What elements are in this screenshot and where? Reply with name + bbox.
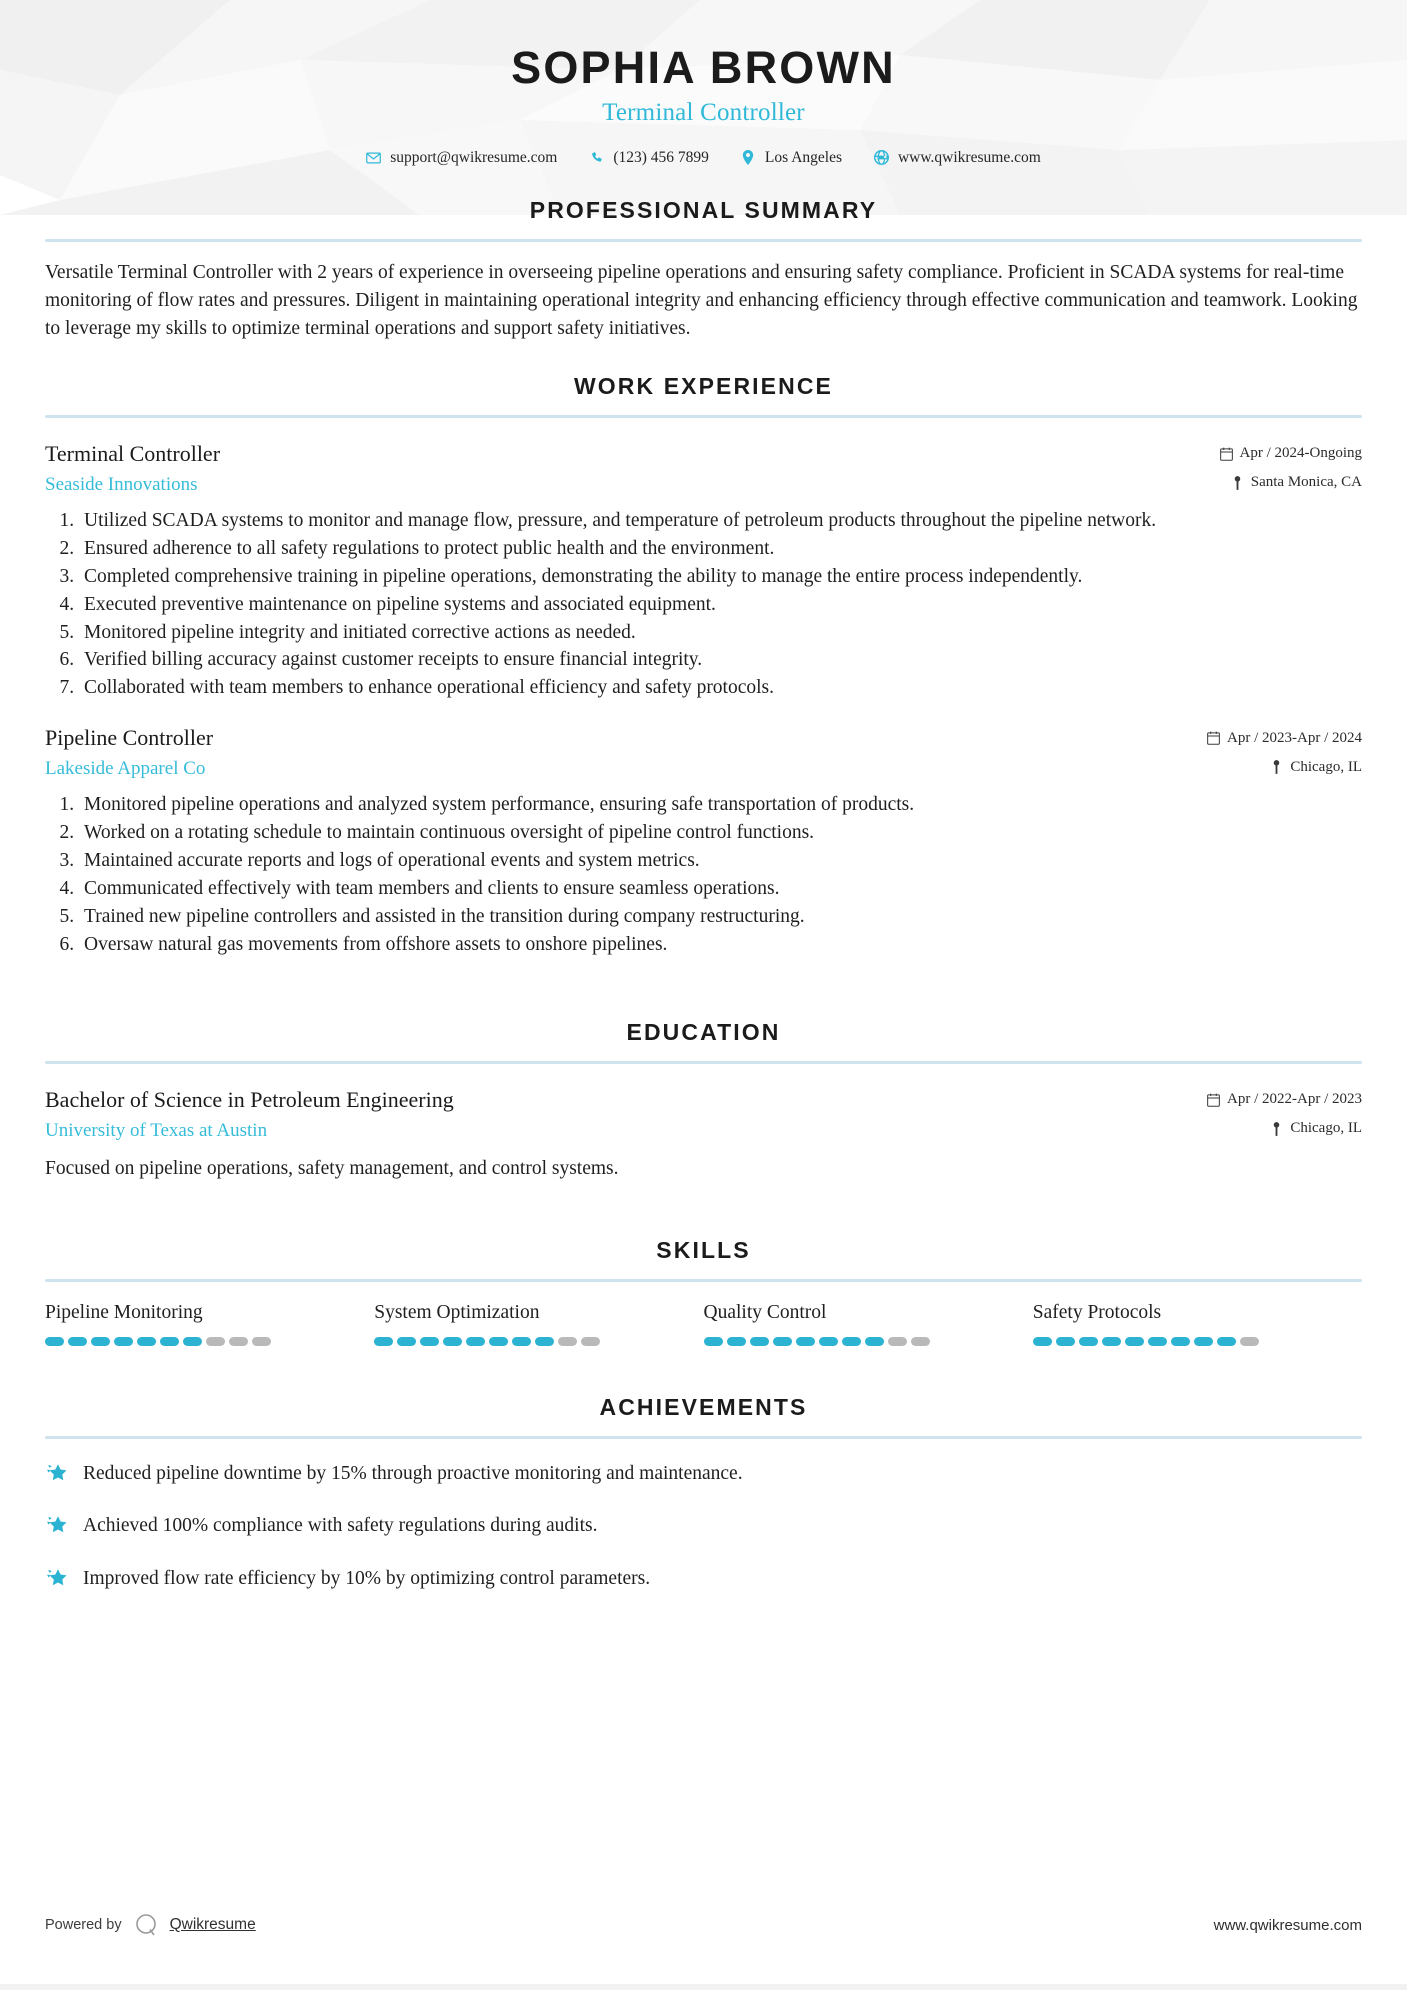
section-divider bbox=[45, 1279, 1362, 1282]
education-school: University of Texas at Austin bbox=[45, 1119, 268, 1141]
skill-segment-filled bbox=[704, 1337, 723, 1346]
calendar-icon bbox=[1220, 447, 1233, 461]
experience-location-text: Chicago, IL bbox=[1290, 758, 1362, 775]
contact-email[interactable] bbox=[350, 149, 573, 167]
experience-entry bbox=[45, 724, 1362, 958]
skills-grid bbox=[45, 1302, 1362, 1346]
footer-url[interactable]: www.qwikresume.com bbox=[1213, 1916, 1362, 1934]
list-item bbox=[45, 1566, 1362, 1592]
education-dates bbox=[1207, 1087, 1362, 1108]
skill-segment-filled bbox=[1056, 1337, 1075, 1346]
education-entry bbox=[45, 1086, 1362, 1182]
summary-text: Versatile Terminal Controller with 2 years of experience in overseeing pipeline operations and ensuring safety compliance. Proficient in SCADA systems for real-time monitoring of flow rates and pressures. Diligent in maintaining operational integrity and enhancing efficiency through effective communication and teamwork. Looking to leverage my skills to optimize terminal operations and support safety initiatives. bbox=[45, 261, 1358, 339]
skill-segment-filled bbox=[1102, 1337, 1121, 1346]
contact-phone[interactable] bbox=[573, 149, 725, 167]
list-item: 5. Trained new pipeline controllers and assisted in the transition during company restructuring. bbox=[79, 904, 1362, 931]
skill-label: System Optimization bbox=[374, 1302, 540, 1323]
skill-segment-filled bbox=[443, 1337, 462, 1346]
achievement-text: Reduced pipeline downtime by 15% through proactive monitoring and maintenance. bbox=[83, 1463, 743, 1484]
section-skills bbox=[45, 1237, 1362, 1346]
skill-segment-filled bbox=[1217, 1337, 1236, 1346]
education-entry-header bbox=[45, 1086, 1362, 1114]
resume-content bbox=[0, 197, 1407, 1592]
skill-segment-filled bbox=[727, 1337, 746, 1346]
star-icon bbox=[45, 1514, 67, 1536]
skill-segment-filled bbox=[397, 1337, 416, 1346]
contact-location bbox=[725, 149, 858, 167]
section-divider bbox=[45, 1436, 1362, 1439]
experience-entry-header bbox=[45, 724, 1362, 752]
skill-segment-empty bbox=[558, 1337, 577, 1346]
section-divider bbox=[45, 415, 1362, 418]
experience-bullet-list bbox=[45, 792, 1362, 958]
skill-segment-filled bbox=[1125, 1337, 1144, 1346]
skill-segment-filled bbox=[45, 1337, 64, 1346]
education-description: Focused on pipeline operations, safety management, and control systems. bbox=[45, 1157, 619, 1179]
skill-segment-filled bbox=[750, 1337, 769, 1346]
section-title-achievements: ACHIEVEMENTS bbox=[599, 1394, 808, 1420]
list-item: 6. Oversaw natural gas movements from offshore assets to onshore pipelines. bbox=[79, 932, 1362, 959]
calendar-icon bbox=[1207, 1093, 1220, 1107]
skill-rating-bar bbox=[45, 1337, 346, 1346]
section-title-education: EDUCATION bbox=[626, 1018, 781, 1045]
list-item: 1. Utilized SCADA systems to monitor and manage flow, pressure, and temperature of petroleum products throughout the pipeline network. bbox=[79, 508, 1362, 535]
contact-website-text: www.qwikresume.com bbox=[897, 148, 1041, 166]
section-title-summary: PROFESSIONAL SUMMARY bbox=[529, 196, 878, 223]
skill-segment-empty bbox=[229, 1337, 248, 1346]
experience-company: Lakeside Apparel Co bbox=[45, 758, 206, 780]
section-work-experience bbox=[45, 373, 1362, 959]
experience-entry-header bbox=[45, 440, 1362, 468]
skill-segment-filled bbox=[1148, 1337, 1167, 1346]
education-entry-subheader bbox=[45, 1116, 1362, 1142]
list-item: 5. Monitored pipeline integrity and initiated corrective actions as needed. bbox=[79, 620, 1362, 647]
experience-location-text: Santa Monica, CA bbox=[1250, 474, 1362, 491]
phone-icon bbox=[589, 150, 604, 165]
list-item: 7. Collaborated with team members to enhance operational efficiency and safety protocols. bbox=[79, 675, 1362, 702]
experience-dates bbox=[1220, 441, 1363, 462]
calendar-icon bbox=[1207, 731, 1220, 745]
skill-rating-bar bbox=[374, 1337, 675, 1346]
skill-rating-bar bbox=[704, 1337, 1005, 1346]
skill-segment-filled bbox=[114, 1337, 133, 1346]
list-item: 6. Verified billing accuracy against customer receipts to ensure financial integrity. bbox=[79, 647, 1362, 674]
page-title: SOPHIA BROWN bbox=[511, 42, 896, 93]
list-item: 2. Ensured adherence to all safety regulations to protect public health and the environment. bbox=[79, 536, 1362, 563]
skill-label: Safety Protocols bbox=[1032, 1302, 1162, 1323]
skill-segment-empty bbox=[252, 1337, 271, 1346]
skill-segment-filled bbox=[183, 1337, 202, 1346]
list-item: 3. Maintained accurate reports and logs of operational events and system metrics. bbox=[79, 848, 1362, 875]
skill-label: Quality Control bbox=[703, 1302, 827, 1323]
section-divider bbox=[45, 239, 1362, 242]
contact-location-text: Los Angeles bbox=[764, 148, 842, 166]
skill-segment-filled bbox=[160, 1337, 179, 1346]
section-title-experience: WORK EXPERIENCE bbox=[574, 372, 833, 399]
experience-role: Pipeline Controller bbox=[45, 725, 214, 751]
contact-row bbox=[0, 149, 1407, 167]
experience-entry-subheader bbox=[45, 755, 1362, 781]
list-item: 1. Monitored pipeline operations and analyzed system performance, ensuring safe transportation of products. bbox=[79, 792, 1362, 819]
skill-segment-filled bbox=[842, 1337, 861, 1346]
experience-entry bbox=[45, 440, 1362, 702]
contact-website[interactable] bbox=[858, 149, 1057, 167]
skill-segment-empty bbox=[888, 1337, 907, 1346]
skill-segment-filled bbox=[535, 1337, 554, 1346]
contact-email-text: support@qwikresume.com bbox=[390, 148, 558, 166]
experience-dates-text: Apr / 2023-Apr / 2024 bbox=[1227, 729, 1362, 746]
skill-segment-filled bbox=[819, 1337, 838, 1346]
section-education bbox=[45, 1019, 1362, 1182]
footer-brand[interactable] bbox=[45, 1912, 256, 1938]
skill-segment-filled bbox=[1079, 1337, 1098, 1346]
education-dates-text: Apr / 2022-Apr / 2023 bbox=[1227, 1091, 1362, 1108]
skill-item bbox=[704, 1302, 1033, 1346]
section-achievements bbox=[45, 1394, 1362, 1592]
star-icon bbox=[45, 1567, 67, 1589]
envelope-icon bbox=[366, 150, 381, 165]
skill-segment-empty bbox=[911, 1337, 930, 1346]
location-pin-icon bbox=[741, 150, 756, 165]
map-marker-icon bbox=[1231, 476, 1244, 490]
experience-dates bbox=[1207, 726, 1362, 747]
education-location-text: Chicago, IL bbox=[1290, 1120, 1362, 1137]
list-item bbox=[45, 1513, 1362, 1539]
skill-rating-bar bbox=[1033, 1337, 1334, 1346]
contact-phone-text: (123) 456 7899 bbox=[613, 148, 709, 166]
skill-segment-filled bbox=[68, 1337, 87, 1346]
skill-segment-filled bbox=[420, 1337, 439, 1346]
skill-segment-empty bbox=[206, 1337, 225, 1346]
list-item: 3. Completed comprehensive training in pipeline operations, demonstrating the ability to manage the entire process independently. bbox=[79, 564, 1362, 591]
skill-segment-filled bbox=[512, 1337, 531, 1346]
list-item: 4. Executed preventive maintenance on pipeline systems and associated equipment. bbox=[79, 592, 1362, 619]
resume-header bbox=[0, 0, 1407, 167]
skill-segment-empty bbox=[581, 1337, 600, 1346]
section-divider bbox=[45, 1061, 1362, 1064]
skill-segment-filled bbox=[466, 1337, 485, 1346]
list-item: 4. Communicated effectively with team members and clients to ensure seamless operations. bbox=[79, 876, 1362, 903]
experience-company: Seaside Innovations bbox=[45, 473, 198, 495]
skill-segment-filled bbox=[91, 1337, 110, 1346]
achievement-text: Improved flow rate efficiency by 10% by optimizing control parameters. bbox=[83, 1567, 651, 1589]
footer-bottom-bar bbox=[0, 1984, 1407, 1990]
achievements-list bbox=[45, 1461, 1362, 1592]
list-item bbox=[45, 1461, 1362, 1487]
page-footer bbox=[45, 1912, 1362, 1938]
map-marker-icon bbox=[1270, 760, 1283, 774]
skill-segment-filled bbox=[1033, 1337, 1052, 1346]
skill-label: Pipeline Monitoring bbox=[45, 1302, 203, 1323]
skill-item bbox=[1033, 1302, 1362, 1346]
skill-segment-filled bbox=[1171, 1337, 1190, 1346]
skill-segment-empty bbox=[1240, 1337, 1259, 1346]
skill-segment-filled bbox=[1194, 1337, 1213, 1346]
experience-bullet-list bbox=[45, 508, 1362, 702]
globe-icon bbox=[874, 150, 889, 165]
star-icon bbox=[45, 1462, 67, 1484]
skill-segment-filled bbox=[773, 1337, 792, 1346]
brand-name-link[interactable]: Qwikresume bbox=[169, 1916, 256, 1933]
achievement-text: Achieved 100% compliance with safety regulations during audits. bbox=[83, 1515, 598, 1537]
qwikresume-logo-icon bbox=[133, 1912, 159, 1938]
experience-dates-text: Apr / 2024-Ongoing bbox=[1239, 445, 1362, 462]
skill-item bbox=[45, 1302, 374, 1346]
powered-by-label: Powered by bbox=[45, 1917, 122, 1933]
job-title: Terminal Controller bbox=[602, 98, 805, 126]
section-title-skills: SKILLS bbox=[656, 1237, 751, 1263]
skill-segment-filled bbox=[796, 1337, 815, 1346]
list-item: 2. Worked on a rotating schedule to maintain continuous oversight of pipeline control functions. bbox=[79, 820, 1362, 847]
education-degree: Bachelor of Science in Petroleum Engineering bbox=[45, 1086, 454, 1112]
skill-segment-filled bbox=[489, 1337, 508, 1346]
education-location bbox=[1270, 1116, 1362, 1137]
experience-location bbox=[1270, 755, 1362, 776]
skill-segment-filled bbox=[374, 1337, 393, 1346]
skill-item bbox=[374, 1302, 703, 1346]
section-professional-summary bbox=[45, 197, 1362, 343]
skill-segment-filled bbox=[137, 1337, 156, 1346]
experience-role: Terminal Controller bbox=[45, 440, 221, 466]
skill-segment-filled bbox=[865, 1337, 884, 1346]
experience-location bbox=[1231, 470, 1362, 491]
map-marker-icon bbox=[1270, 1122, 1283, 1136]
experience-entry-subheader bbox=[45, 470, 1362, 496]
